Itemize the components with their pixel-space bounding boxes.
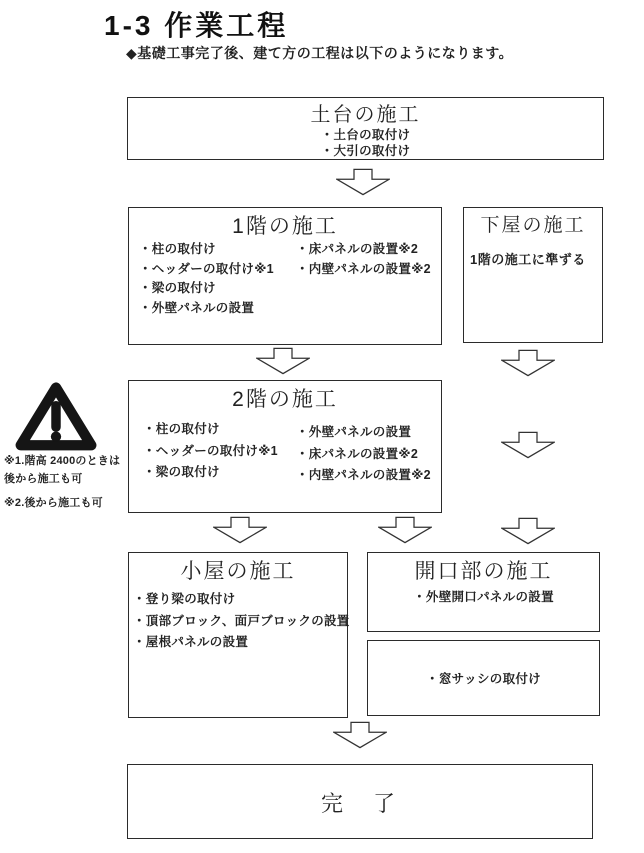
box-title-floor2: 2階の施工 [232,388,338,411]
floor1-right-items [296,240,431,279]
down-arrow-icon [333,721,387,749]
page-title: 1-3 作業工程 [104,10,289,41]
bullet-item: ・登り梁の取付け [133,592,236,606]
bullet-item: ・大引の取付け [320,144,411,158]
floor2-right-items [296,422,431,487]
warning-icon [12,379,100,453]
flow-box-floor1 [128,207,442,345]
flow-box-kaikoubu [367,552,600,632]
complete-label: 完 了 [320,791,399,816]
bullet-item: ・ヘッダーの取付け※1 [143,443,278,458]
down-arrow-icon [501,517,555,545]
box-title-dodai: 土台の施工 [310,104,421,126]
geya-body: 1階の施工に準ずる [470,252,586,267]
bullet-item: ・外壁パネルの設置 [139,300,255,315]
bullet-item: ・窓サッシの取付け [426,672,541,686]
box-title-koya: 小屋の施工 [180,560,296,583]
flow-box-floor2 [128,380,442,513]
bullet-item: ・床パネルの設置※2 [296,242,419,256]
box-title-geya: 下屋の施工 [480,215,586,236]
down-arrow-icon [336,168,390,196]
flow-box-koya [128,552,348,718]
bullet-item: ・外壁開口パネルの設置 [413,590,554,604]
bullet-item: ・頂部ブロック、面戸ブロックの設置 [133,613,350,628]
down-arrow-icon [501,349,555,377]
bullet-item: ・柱の取付け [143,422,220,436]
koya-items [133,589,350,654]
flow-box-complete [127,764,593,839]
bullet-item: ・梁の取付け [143,465,220,479]
note-2: ※2.後から施工も可 [4,497,103,509]
box-title-kaikoubu: 開口部の施工 [414,560,553,583]
bullet-item: ・梁の取付け [139,281,216,295]
note-1-line-1: ※1.階高 2400のときは [4,455,121,467]
box-title-floor1: 1階の施工 [232,215,338,238]
kaikoubu-items [368,589,599,605]
bullet-item: ・柱の取付け [139,242,216,256]
bullet-item: ・土台の取付け [320,128,411,142]
sash-items [368,671,599,687]
down-arrow-icon [378,516,432,544]
flow-box-sash [367,640,600,716]
bullet-item: ・内壁パネルの設置※2 [296,468,431,482]
floor2-left-items [143,419,278,484]
note-1-line-2: 後から施工も可 [4,473,83,485]
flow-box-geya [463,207,603,343]
page-subtitle: ◆基礎工事完了後、建て方の工程は以下のようになります。 [126,45,514,61]
bullet-item: ・屋根パネルの設置 [133,635,249,649]
down-arrow-icon [501,431,555,459]
bullet-item: ・ヘッダーの取付け※1 [139,261,274,276]
down-arrow-icon [213,516,267,544]
bullet-item: ・床パネルの設置※2 [296,446,419,461]
down-arrow-icon [256,347,310,375]
flow-box-dodai [127,97,604,160]
dodai-items [128,127,603,159]
floor1-left-items [139,240,274,318]
bullet-item: ・内壁パネルの設置※2 [296,261,431,276]
bullet-item: ・外壁パネルの設置 [296,425,412,439]
